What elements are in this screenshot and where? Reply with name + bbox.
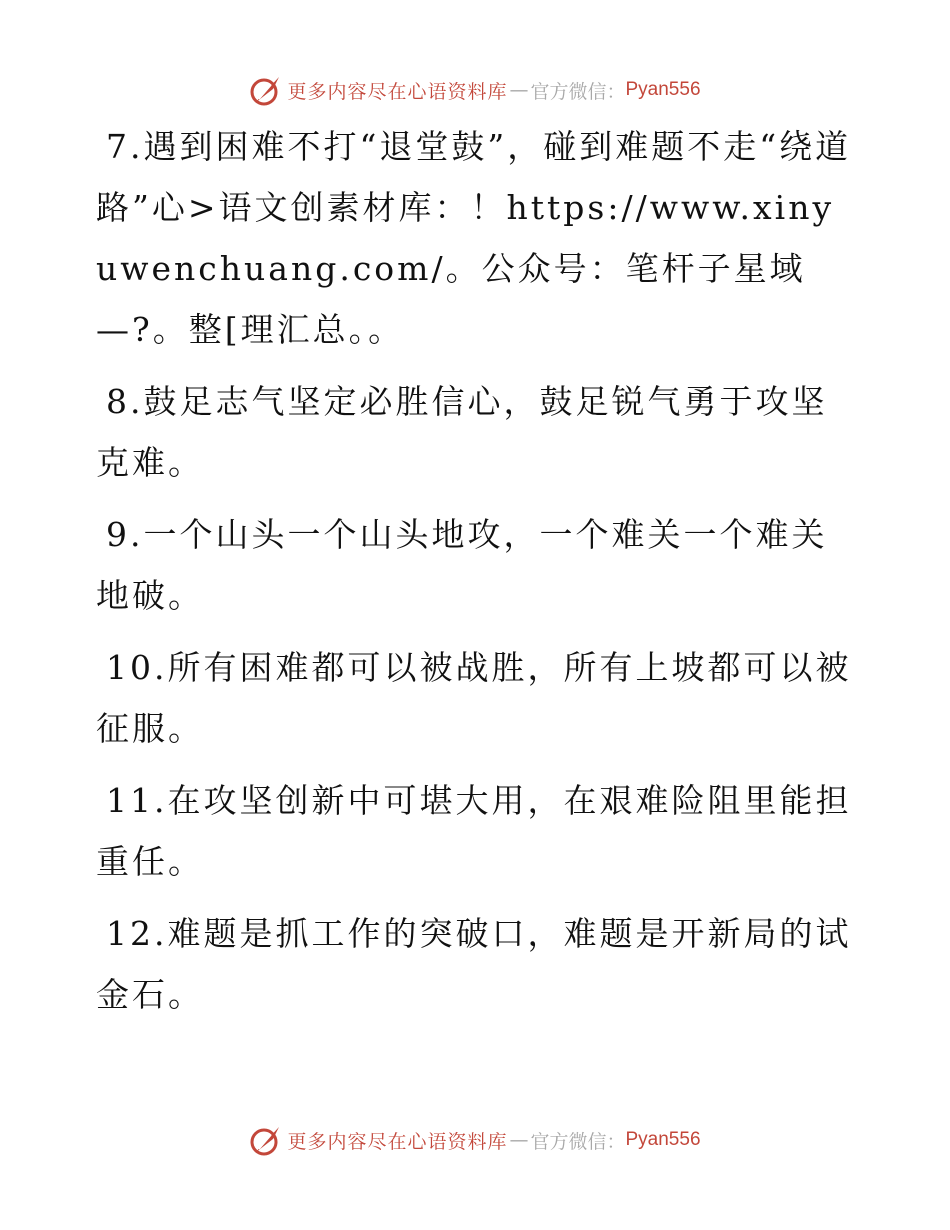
list-item-12: 12.难题是抓工作的突破口，难题是开新局的试金石。: [96, 914, 852, 1014]
list-item-11: 11.在攻坚创新中可堪大用，在艰难险阻里能担重任。: [96, 781, 852, 881]
footer-banner-text: 更多内容尽在心语资料库: [287, 1130, 508, 1153]
header-banner: [0, 70, 950, 110]
header-wechat-label: 官方微信：: [530, 80, 626, 103]
document-body: [96, 116, 856, 1036]
footer-separator: —: [509, 1129, 529, 1151]
header-banner-text: 更多内容尽在心语资料库: [287, 80, 508, 103]
header-wechat-id: Pyan556: [625, 79, 701, 100]
list-item-7: 7.遇到困难不打“退堂鼓”，碰到难题不走“绕道路”心>语文创素材库：！https://www.xinyuwenchuang.com/。公众号：笔杆子星域—?。整[理汇总。。: [96, 127, 852, 349]
quill-logo-icon: [249, 1123, 283, 1157]
footer-wechat-id: Pyan556: [625, 1129, 701, 1150]
list-item-10: 10.所有困难都可以被战胜，所有上坡都可以被征服。: [96, 648, 852, 748]
footer-wechat-label: 官方微信：: [530, 1130, 626, 1153]
quill-logo-icon: [249, 73, 283, 107]
list-item-9: 9.一个山头一个山头地攻，一个难关一个难关地破。: [96, 515, 828, 615]
footer-banner: [0, 1120, 950, 1160]
list-item-8: 8.鼓足志气坚定必胜信心，鼓足锐气勇于攻坚克难。: [96, 382, 828, 482]
header-separator: —: [509, 79, 529, 101]
